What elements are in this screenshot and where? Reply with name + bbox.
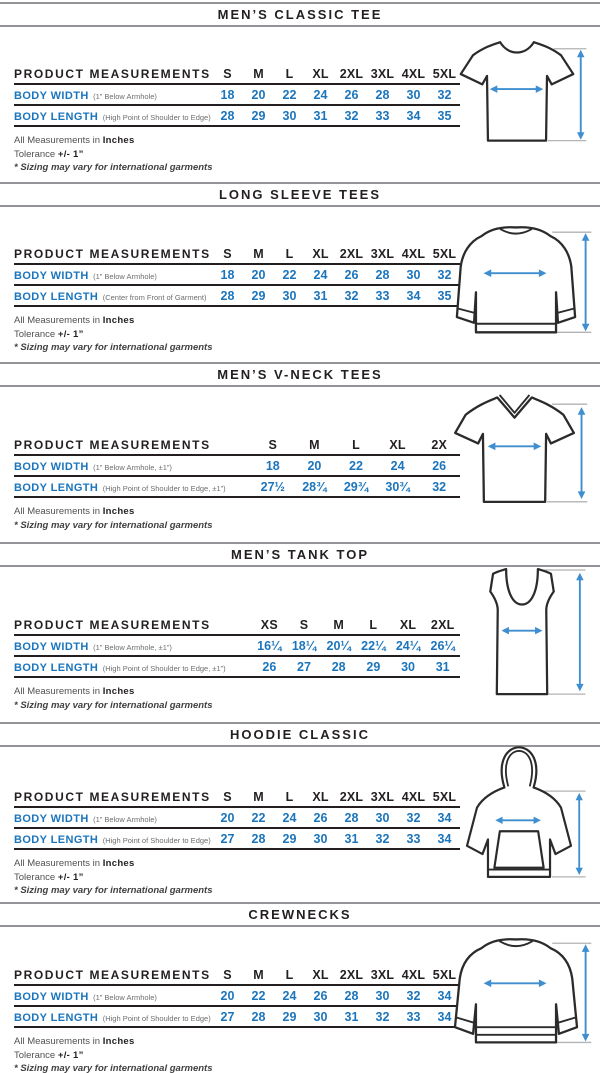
measurement-value: 34 bbox=[437, 810, 452, 825]
table-row bbox=[14, 829, 460, 850]
table-header-row bbox=[14, 64, 460, 85]
measurement-value: 32 bbox=[375, 1009, 390, 1024]
section-title: HOODIE CLASSIC bbox=[230, 727, 370, 742]
measurement-value: 32 bbox=[344, 288, 359, 303]
measurement-value: 28 bbox=[331, 659, 346, 674]
measurement-value: 20 bbox=[251, 87, 266, 102]
measurement-value: 30 bbox=[282, 108, 297, 123]
v-neck-tee-icon bbox=[436, 386, 594, 520]
note-tolerance-prefix: Tolerance bbox=[14, 328, 58, 340]
row-label-cell bbox=[14, 457, 252, 475]
size-column-header: M bbox=[253, 66, 264, 81]
note-measurements-prefix: All Measurements in bbox=[14, 506, 103, 517]
section-title: LONG SLEEVE TEES bbox=[218, 187, 382, 202]
measurement-label: BODY LENGTH bbox=[14, 481, 99, 494]
measurement-value: 33 bbox=[375, 108, 390, 123]
measurement-value: 28 bbox=[251, 1009, 266, 1024]
garment-illustration bbox=[434, 216, 598, 351]
table-header-label: PRODUCT MEASUREMENTS bbox=[14, 437, 211, 452]
size-column-header: XL bbox=[312, 66, 329, 81]
measurement-value: 22 bbox=[251, 810, 266, 825]
measurement-value: 34 bbox=[406, 108, 421, 123]
measurement-value: 30 bbox=[375, 988, 390, 1003]
measurement-value: 24 bbox=[390, 458, 405, 473]
measurement-value: 30¾ bbox=[385, 479, 410, 494]
measurement-value: 32 bbox=[375, 831, 390, 846]
size-column-header: XL bbox=[312, 789, 329, 804]
row-label-cell bbox=[14, 287, 212, 305]
measurement-value: 20 bbox=[251, 267, 266, 282]
note-tolerance bbox=[14, 148, 460, 162]
size-chart-section-hoodie-classic bbox=[0, 720, 600, 900]
note-measurements-unit: Inches bbox=[102, 135, 135, 146]
measurement-value: 16¼ bbox=[257, 638, 282, 653]
size-chart-section-long-sleeve-tees bbox=[0, 180, 600, 360]
table-row bbox=[14, 636, 460, 657]
size-chart-section-mens-classic-tee bbox=[0, 0, 600, 180]
note-tolerance-value: +/- 1” bbox=[57, 148, 84, 160]
measurement-value: 33 bbox=[406, 1009, 421, 1024]
measurement-value: 27 bbox=[220, 831, 235, 846]
measurement-value: 30 bbox=[282, 288, 297, 303]
measurement-note: (High Point of Shoulder to Edge) bbox=[102, 835, 211, 845]
measurement-value: 31 bbox=[313, 288, 328, 303]
measurement-value: 22 bbox=[251, 988, 266, 1003]
measurement-note: (1” Below Armhole) bbox=[93, 91, 157, 101]
note-measurements-prefix: All Measurements in bbox=[14, 315, 103, 326]
body-length-arrow bbox=[582, 233, 590, 331]
measurement-value: 29 bbox=[366, 659, 381, 674]
measurement-value: 22¼ bbox=[361, 638, 386, 653]
garment-illustration bbox=[436, 386, 594, 520]
measurement-value: 31 bbox=[344, 1009, 359, 1024]
measurement-note: (High Point of Shoulder to Edge) bbox=[102, 1013, 211, 1023]
measurement-label: BODY WIDTH bbox=[14, 269, 89, 282]
note-measurements-unit: Inches bbox=[102, 1036, 135, 1047]
measurement-value: 26 bbox=[432, 458, 447, 473]
measurements-table bbox=[14, 244, 460, 355]
size-column-header: L bbox=[285, 66, 294, 81]
measurement-value: 26 bbox=[313, 988, 328, 1003]
table-header-row bbox=[14, 435, 460, 456]
body-length-arrow bbox=[576, 793, 583, 875]
measurement-value: 35 bbox=[437, 108, 452, 123]
footnotes bbox=[14, 685, 460, 712]
measurement-value: 28 bbox=[375, 87, 390, 102]
table-row bbox=[14, 265, 460, 286]
measurement-value: 30 bbox=[401, 659, 415, 674]
measurement-value: 33 bbox=[406, 831, 421, 846]
measurement-value: 32 bbox=[437, 267, 452, 282]
section-header-band bbox=[0, 362, 600, 387]
note-measurements bbox=[14, 1035, 460, 1049]
footnotes bbox=[14, 1035, 460, 1073]
measurement-value: 28 bbox=[251, 831, 266, 846]
measurement-value: 20¼ bbox=[326, 638, 351, 653]
size-column-header: L bbox=[352, 437, 360, 452]
note-sizing: * Sizing may vary for international garments bbox=[14, 699, 213, 711]
note-sizing: * Sizing may vary for international garments bbox=[14, 1063, 213, 1073]
size-column-header: 2X bbox=[431, 437, 448, 452]
measurement-value: 22 bbox=[282, 267, 297, 282]
measurement-value: 24¼ bbox=[395, 638, 421, 653]
measurement-value: 28 bbox=[220, 108, 235, 123]
size-column-header: 2XL bbox=[339, 789, 364, 804]
size-column-header: 2XL bbox=[339, 66, 364, 81]
measurement-note: (1” Below Armhole) bbox=[93, 992, 157, 1002]
size-column-header: 5XL bbox=[432, 789, 457, 804]
section-title: MEN’S TANK TOP bbox=[230, 547, 370, 562]
note-measurements bbox=[14, 505, 460, 519]
size-column-header: L bbox=[285, 789, 294, 804]
measurement-value: 27 bbox=[297, 659, 311, 674]
measurement-value: 32 bbox=[437, 87, 452, 102]
note-tolerance bbox=[14, 871, 460, 885]
size-column-header: 2XL bbox=[339, 967, 364, 982]
tank-top-icon bbox=[452, 556, 592, 705]
note-measurements bbox=[14, 134, 460, 148]
measurement-value: 32 bbox=[432, 479, 447, 494]
size-column-header: M bbox=[253, 967, 264, 982]
size-column-header: L bbox=[285, 246, 294, 261]
row-label-cell bbox=[14, 809, 212, 827]
measurement-note: (1” Below Armhole, ±1”) bbox=[93, 642, 172, 652]
note-measurements bbox=[14, 685, 460, 699]
measurement-label: BODY WIDTH bbox=[14, 990, 89, 1003]
note-measurements-prefix: All Measurements in bbox=[14, 135, 103, 146]
measurements-table bbox=[14, 787, 460, 898]
crewneck-icon bbox=[434, 928, 598, 1063]
measurement-value: 20 bbox=[220, 988, 235, 1003]
measurement-label: BODY LENGTH bbox=[14, 661, 99, 674]
table-row bbox=[14, 286, 460, 307]
measurement-value: 28 bbox=[344, 810, 359, 825]
measurement-value: 26 bbox=[262, 659, 277, 674]
size-column-header: 4XL bbox=[401, 66, 426, 81]
size-column-header: 4XL bbox=[401, 789, 426, 804]
size-column-header: XS bbox=[260, 617, 278, 632]
measurement-value: 22 bbox=[349, 458, 363, 473]
measurement-value: 34 bbox=[437, 1009, 452, 1024]
row-label-cell bbox=[14, 266, 212, 284]
size-column-header: 2XL bbox=[430, 617, 455, 632]
footnotes bbox=[14, 314, 460, 355]
table-header-row bbox=[14, 787, 460, 808]
body-length-arrow bbox=[576, 573, 583, 692]
table-row bbox=[14, 85, 460, 106]
measurement-value: 18 bbox=[220, 267, 235, 282]
measurement-value: 26¼ bbox=[430, 638, 455, 653]
size-column-header: S bbox=[223, 246, 232, 261]
size-column-header: S bbox=[223, 789, 232, 804]
table-header-label: PRODUCT MEASUREMENTS bbox=[14, 789, 211, 804]
measurement-value: 26 bbox=[344, 267, 359, 282]
measurement-value: 18¼ bbox=[291, 638, 317, 653]
row-label-cell bbox=[14, 86, 212, 104]
measurement-value: 31 bbox=[313, 108, 328, 123]
table-header-label: PRODUCT MEASUREMENTS bbox=[14, 66, 211, 81]
footnotes bbox=[14, 134, 460, 175]
note-tolerance-value: +/- 1” bbox=[57, 1049, 84, 1061]
note-measurements bbox=[14, 857, 460, 871]
measurement-value: 27 bbox=[220, 1009, 235, 1024]
garment-illustration bbox=[442, 30, 592, 157]
measurement-value: 27½ bbox=[260, 479, 285, 494]
measurement-value: 30 bbox=[313, 831, 328, 846]
note-measurements-unit: Inches bbox=[102, 858, 135, 869]
note-tolerance-value: +/- 1” bbox=[57, 871, 84, 883]
table-row bbox=[14, 477, 460, 498]
measurement-label: BODY LENGTH bbox=[14, 290, 99, 303]
size-column-header: 5XL bbox=[432, 66, 457, 81]
measurement-value: 34 bbox=[406, 288, 421, 303]
measurement-value: 24 bbox=[282, 810, 297, 825]
note-tolerance-prefix: Tolerance bbox=[14, 148, 58, 160]
size-column-header: M bbox=[253, 789, 264, 804]
garment-illustration bbox=[452, 556, 592, 705]
size-column-header: 3XL bbox=[370, 246, 395, 261]
size-chart-section-mens-tank-top bbox=[0, 540, 600, 720]
measurement-value: 34 bbox=[437, 988, 452, 1003]
size-column-header: XL bbox=[312, 967, 329, 982]
garment-illustration bbox=[446, 740, 592, 897]
measurement-note: (1” Below Armhole) bbox=[93, 814, 157, 824]
body-length-arrow bbox=[577, 50, 585, 140]
measurement-value: 18 bbox=[220, 87, 235, 102]
size-column-header: 4XL bbox=[401, 246, 426, 261]
measurement-value: 31 bbox=[344, 831, 359, 846]
size-column-header: M bbox=[253, 246, 264, 261]
measurement-label: BODY WIDTH bbox=[14, 812, 89, 825]
measurement-value: 29 bbox=[251, 288, 266, 303]
size-chart-section-mens-v-neck-tees bbox=[0, 360, 600, 540]
note-measurements bbox=[14, 314, 460, 328]
row-label-cell bbox=[14, 658, 252, 676]
size-column-header: 3XL bbox=[370, 66, 395, 81]
note-measurements-unit: Inches bbox=[102, 686, 135, 697]
measurement-note: (High Point of Shoulder to Edge) bbox=[102, 112, 211, 122]
measurement-value: 29 bbox=[282, 1009, 297, 1024]
size-column-header: M bbox=[309, 437, 320, 452]
measurement-value: 20 bbox=[220, 810, 235, 825]
note-tolerance-prefix: Tolerance bbox=[14, 871, 58, 883]
size-column-header: S bbox=[268, 437, 278, 452]
table-header-row bbox=[14, 965, 460, 986]
measurement-value: 31 bbox=[435, 659, 450, 674]
measurement-value: 22 bbox=[282, 87, 297, 102]
measurement-value: 32 bbox=[406, 988, 421, 1003]
size-column-header: L bbox=[285, 967, 294, 982]
footnotes bbox=[14, 505, 460, 532]
table-header-row bbox=[14, 244, 460, 265]
size-column-header: XL bbox=[399, 617, 417, 632]
body-length-arrow bbox=[582, 944, 590, 1041]
measurement-value: 29¾ bbox=[343, 479, 369, 494]
measurement-value: 34 bbox=[437, 831, 452, 846]
section-title: MEN’S CLASSIC TEE bbox=[217, 7, 383, 22]
measurement-label: BODY WIDTH bbox=[14, 89, 89, 102]
section-header-band bbox=[0, 182, 600, 207]
measurement-note: (1” Below Armhole) bbox=[93, 271, 157, 281]
table-header-label: PRODUCT MEASUREMENTS bbox=[14, 246, 211, 261]
measurement-label: BODY LENGTH bbox=[14, 110, 99, 123]
note-sizing: * Sizing may vary for international garments bbox=[14, 519, 213, 531]
table-row bbox=[14, 106, 460, 127]
row-label-cell bbox=[14, 830, 212, 848]
note-measurements-prefix: All Measurements in bbox=[14, 1036, 103, 1047]
measurement-value: 28 bbox=[344, 988, 359, 1003]
measurement-value: 26 bbox=[344, 87, 359, 102]
measurement-note: (Center from Front of Garment) bbox=[102, 292, 207, 302]
measurement-value: 28 bbox=[375, 267, 390, 282]
note-measurements-prefix: All Measurements in bbox=[14, 858, 103, 869]
measurement-value: 29 bbox=[282, 831, 297, 846]
size-column-header: 2XL bbox=[339, 246, 364, 261]
note-tolerance-value: +/- 1” bbox=[57, 328, 84, 340]
note-sizing: * Sizing may vary for international garments bbox=[14, 342, 213, 353]
measurement-value: 32 bbox=[344, 108, 359, 123]
row-label-cell bbox=[14, 107, 212, 125]
measurement-value: 28¾ bbox=[302, 479, 327, 494]
row-label-cell bbox=[14, 478, 252, 496]
measurement-value: 24 bbox=[313, 267, 328, 282]
note-measurements-prefix: All Measurements in bbox=[14, 686, 103, 697]
section-header-band bbox=[0, 2, 600, 27]
table-header-label: PRODUCT MEASUREMENTS bbox=[14, 967, 211, 982]
garment-illustration bbox=[434, 928, 598, 1063]
table-row bbox=[14, 1007, 460, 1028]
footnotes bbox=[14, 857, 460, 898]
measurement-note: (High Point of Shoulder to Edge, ±1”) bbox=[102, 663, 226, 673]
row-label-cell bbox=[14, 637, 252, 655]
size-column-header: 3XL bbox=[370, 789, 395, 804]
note-tolerance-prefix: Tolerance bbox=[14, 1049, 58, 1061]
measurement-label: BODY LENGTH bbox=[14, 833, 99, 846]
note-sizing: * Sizing may vary for international garments bbox=[14, 162, 213, 173]
long-sleeve-tee-icon bbox=[434, 216, 598, 351]
size-column-header: S bbox=[223, 967, 232, 982]
measurement-value: 18 bbox=[265, 458, 280, 473]
measurement-value: 24 bbox=[282, 988, 297, 1003]
section-title: CREWNECKS bbox=[248, 907, 352, 922]
measurement-label: BODY LENGTH bbox=[14, 1011, 99, 1024]
measurements-table bbox=[14, 965, 460, 1073]
body-length-arrow bbox=[578, 407, 586, 499]
table-row bbox=[14, 986, 460, 1007]
size-column-header: 4XL bbox=[401, 967, 426, 982]
note-tolerance bbox=[14, 1049, 460, 1063]
size-column-header: L bbox=[369, 617, 378, 632]
measurements-table bbox=[14, 64, 460, 175]
measurement-value: 28 bbox=[220, 288, 235, 303]
note-measurements-unit: Inches bbox=[102, 315, 135, 326]
size-column-header: S bbox=[299, 617, 309, 632]
short-sleeve-tee-icon bbox=[442, 30, 592, 157]
row-label-cell bbox=[14, 1008, 212, 1026]
size-column-header: M bbox=[333, 617, 344, 632]
size-column-header: XL bbox=[312, 246, 329, 261]
measurement-value: 33 bbox=[375, 288, 390, 303]
size-column-header: 3XL bbox=[370, 967, 395, 982]
measurement-note: (1” Below Armhole, ±1”) bbox=[93, 462, 172, 472]
note-tolerance bbox=[14, 328, 460, 342]
note-sizing: * Sizing may vary for international garments bbox=[14, 885, 213, 896]
section-title: MEN’S V-NECK TEES bbox=[217, 367, 383, 382]
measurement-label: BODY WIDTH bbox=[14, 460, 89, 473]
measurement-value: 30 bbox=[313, 1009, 328, 1024]
measurement-value: 24 bbox=[313, 87, 328, 102]
note-measurements-unit: Inches bbox=[102, 506, 135, 517]
measurement-value: 30 bbox=[375, 810, 390, 825]
section-header-band bbox=[0, 902, 600, 927]
measurement-value: 26 bbox=[313, 810, 328, 825]
table-row bbox=[14, 808, 460, 829]
table-row bbox=[14, 456, 460, 477]
measurement-value: 35 bbox=[437, 288, 452, 303]
hoodie-icon bbox=[446, 740, 592, 897]
table-row bbox=[14, 657, 460, 678]
measurement-value: 20 bbox=[307, 458, 322, 473]
table-header-label: PRODUCT MEASUREMENTS bbox=[14, 617, 211, 632]
size-chart-section-crewnecks bbox=[0, 900, 600, 1073]
measurements-table bbox=[14, 435, 460, 532]
measurement-value: 32 bbox=[406, 810, 421, 825]
measurement-note: (High Point of Shoulder to Edge, ±1”) bbox=[102, 483, 226, 493]
size-column-header: S bbox=[223, 66, 232, 81]
measurement-label: BODY WIDTH bbox=[14, 640, 89, 653]
measurement-value: 29 bbox=[251, 108, 266, 123]
measurement-value: 30 bbox=[406, 87, 421, 102]
size-column-header: 5XL bbox=[432, 246, 457, 261]
size-column-header: 5XL bbox=[432, 967, 457, 982]
table-header-row bbox=[14, 615, 460, 636]
measurements-table bbox=[14, 615, 460, 712]
measurement-value: 30 bbox=[406, 267, 421, 282]
size-column-header: XL bbox=[389, 437, 406, 452]
row-label-cell bbox=[14, 987, 212, 1005]
